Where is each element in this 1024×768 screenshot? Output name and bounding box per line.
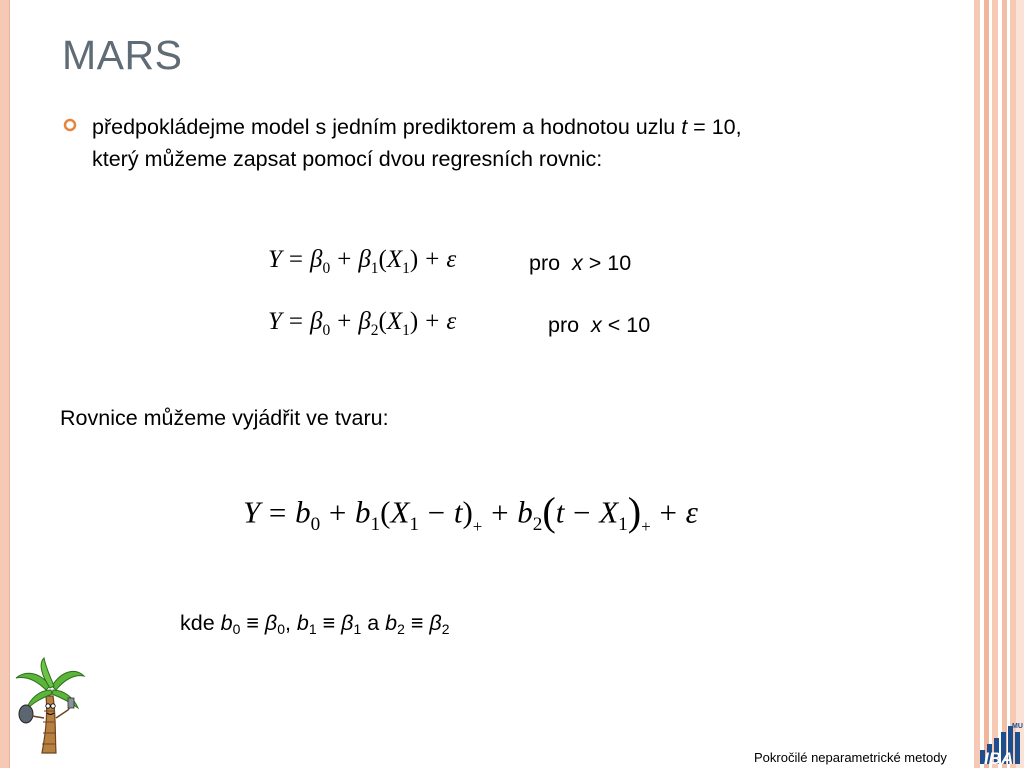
bullet-text — [92, 111, 912, 175]
slide-title: MARS — [62, 32, 183, 78]
mu-logo-text: MU — [1012, 723, 1023, 730]
iba-logo — [976, 720, 1024, 768]
bullet-line2: který můžeme zapsat pomocí dvou regresních rovnic: — [92, 147, 603, 171]
kde-equivalence: kde $b_0 \equiv \beta_0$, $b_1 \equiv \beta_1$ a $b_2 \equiv \beta_2$ — [180, 611, 450, 638]
condition-2: pro x < 10 — [548, 313, 651, 337]
equation-2: $Y = \beta_0 + \beta_2(X_1) + \varepsilon$ — [268, 308, 457, 339]
iba-logo-text: IBA — [984, 749, 1014, 768]
bullet-ring-icon — [62, 117, 78, 133]
bullet-line1-b: = 10, — [687, 115, 742, 139]
palm-tree-mascot-icon — [12, 656, 87, 756]
bullet-t-variable: t — [681, 115, 688, 139]
footer-course-title: Pokročilé neparametrické metody — [754, 750, 947, 765]
equation-1: $Y = \beta_0 + \beta_1(X_1) + \varepsilon$ — [268, 246, 457, 277]
bullet-line1-a: předpokládejme model s jedním prediktorem a hodnotou uzlu — [92, 115, 682, 139]
equation-hinge: $Y = b_0 + b_1(X_1 - t)_+ + b_2(t - X_1)_+ + \varepsilon$ — [243, 489, 698, 536]
rovnice-text: Rovnice můžeme vyjádřit ve tvaru: — [60, 406, 389, 430]
right-decor-stripes — [974, 0, 1024, 768]
left-decor-stripe — [0, 0, 10, 768]
condition-1: pro x > 10 — [529, 251, 632, 275]
